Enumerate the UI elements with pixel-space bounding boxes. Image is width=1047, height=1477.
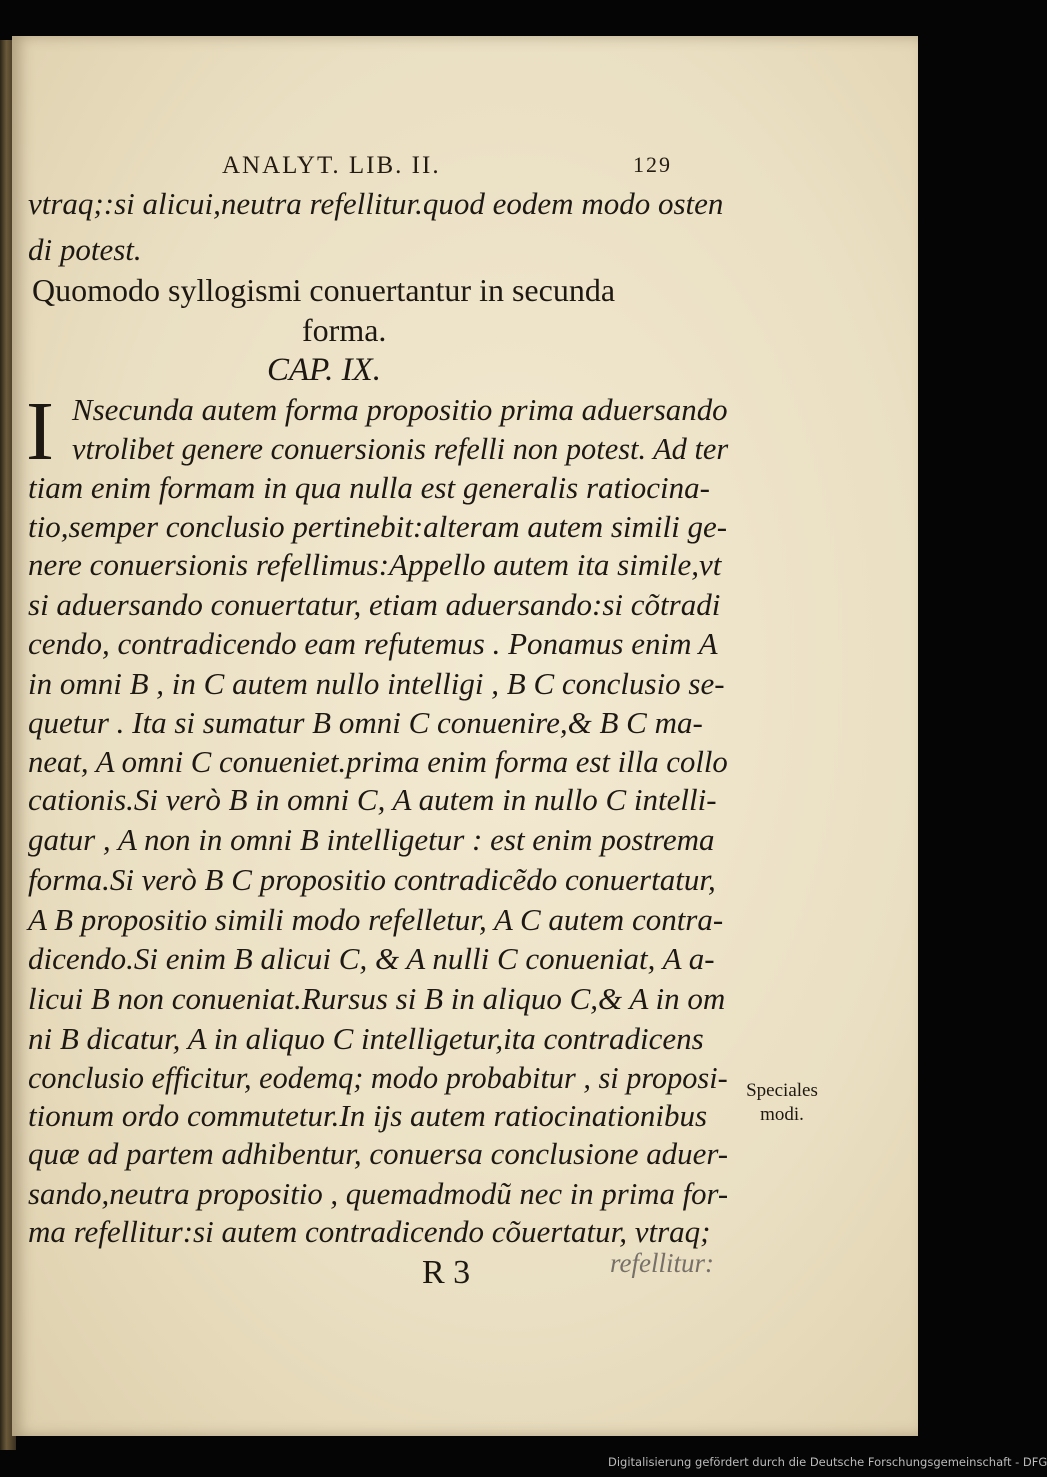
text-line: Nsecunda autem forma propositio prima aduersando xyxy=(72,392,728,427)
text-line: ma refellitur:si autem contradicendo cõuertatur, vtraq; xyxy=(28,1214,711,1249)
text-line: licui B non conueniat.Rursus si B in aliquo C,& A in om xyxy=(28,981,726,1016)
text-line: gatur , A non in omni B intelligetur : est enim postrema xyxy=(28,822,715,857)
text-line: tiam enim formam in qua nulla est generalis ratiocina- xyxy=(28,470,710,505)
signature-mark: R 3 xyxy=(422,1254,471,1291)
running-head: ANALYT. LIB. II. xyxy=(222,152,441,179)
text-line: quetur . Ita si sumatur B omni C conuenire,& B C ma- xyxy=(28,705,703,740)
text-line: si aduersando conuertatur, etiam aduersando:si cõtradi xyxy=(28,587,721,622)
text-line: tio,semper conclusio pertinebit:alteram autem simili ge- xyxy=(28,509,728,544)
book-page xyxy=(12,36,918,1436)
text-line: ni B dicatur, A in aliquo C intelligetur,ita contradicens xyxy=(28,1021,704,1056)
text-line: vtraq;:si alicui,neutra refellitur.quod eodem modo osten xyxy=(28,186,724,221)
catchword: refellitur: xyxy=(610,1248,714,1278)
text-line: quæ ad partem adhibentur, conuersa conclusione aduer- xyxy=(28,1136,729,1171)
text-line: conclusio efficitur, eodemq; modo probabitur , si proposi- xyxy=(28,1060,728,1095)
text-line: dicendo.Si enim B alicui C, & A nulli C conueniat, A a- xyxy=(28,941,715,976)
text-line: sando,neutra propositio , quemadmodũ nec in prima for- xyxy=(28,1176,729,1211)
digitization-credit: Digitalisierung gefördert durch die Deutsche Forschungsgemeinschaft - DFG xyxy=(608,1455,1047,1469)
chapter-number: CAP. IX. xyxy=(267,352,381,388)
marginal-note-line: modi. xyxy=(760,1104,804,1125)
chapter-title-line-1: Quomodo syllogismi conuertantur in secunda xyxy=(32,272,616,308)
text-line: di potest. xyxy=(28,232,142,267)
text-line: A B propositio simili modo refelletur, A C autem contra- xyxy=(28,902,724,937)
text-line: neat, A omni C conueniet.prima enim forma est illa collo xyxy=(28,744,728,779)
text-line: cendo, contradicendo eam refutemus . Ponamus enim A xyxy=(28,626,718,661)
text-line: cationis.Si verò B in omni C, A autem in nullo C intelli- xyxy=(28,782,717,817)
text-line: in omni B , in C autem nullo intelligi , B C conclusio se- xyxy=(28,666,725,701)
drop-capital: I xyxy=(26,385,54,478)
text-line: forma.Si verò B C propositio contradicẽdo conuertatur, xyxy=(28,862,716,897)
chapter-title-line-2: forma. xyxy=(302,312,387,348)
text-line: nere conuersionis refellimus:Appello autem ita simile,vt xyxy=(28,547,722,582)
page-header xyxy=(222,152,672,186)
text-line: vtrolibet genere conuersionis refelli non potest. Ad ter xyxy=(72,431,729,466)
marginal-note xyxy=(732,1079,832,1127)
marginal-note-line: Speciales xyxy=(746,1080,818,1101)
text-line: tionum ordo commutetur.In ijs autem ratiocinationibus xyxy=(28,1098,708,1133)
page-number: 129 xyxy=(633,152,672,177)
